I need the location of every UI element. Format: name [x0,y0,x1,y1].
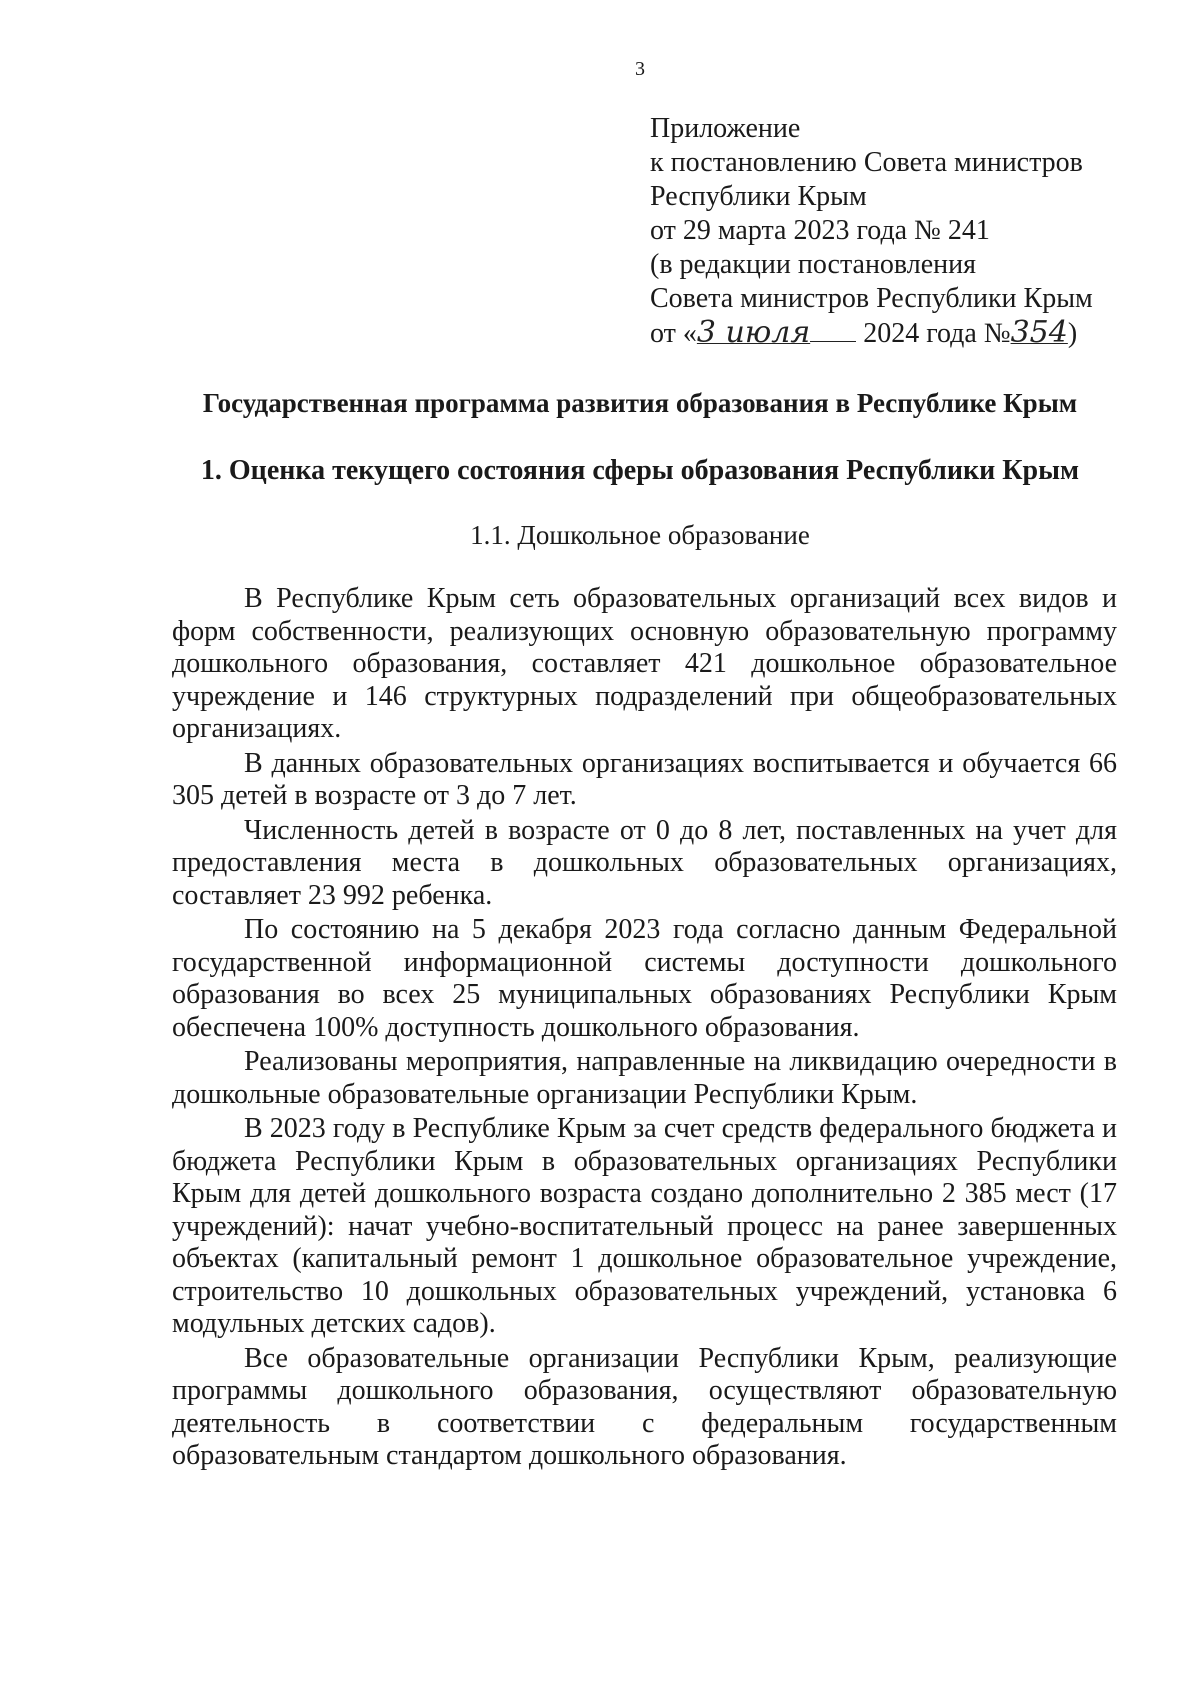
paragraph: Численность детей в возрасте от 0 до 8 лет, поставленных на учет для предоставления места в дошкольных образовательных организациях, составляет 23 992 ребенка. [172,814,1117,911]
subsection-title: 1.1. Дошкольное образование [470,520,810,550]
appendix-line: к постановлению Совета министров [650,147,1083,178]
appendix-block [650,112,1120,351]
appendix-line: (в редакции постановления [650,249,977,280]
paragraph: В данных образовательных организациях воспитывается и обучается 66 305 детей в возрасте от 3 до 7 лет. [172,747,1117,811]
appendix-line: Приложение [650,113,801,144]
sign-suffix: ) [1067,318,1078,349]
handwritten-number: 354 [1010,315,1068,350]
sign-year: 2024 года № [863,318,1011,349]
body-text [172,583,1117,1475]
paragraph: В Республике Крым сеть образовательных организаций всех видов и форм собственности, реализующих основную образовательную программу дошкольного образования, составляет 421 дошкольное образовательное учреждение и 146 структурных подразделений при общеобразовательных организациях. [172,583,1117,744]
document-title: Государственная программа развития образования в Республике Крым [202,388,1078,418]
appendix-line: Республики Крым [650,181,867,212]
handwritten-date: 3 июля [696,315,811,350]
appendix-line: Совета министров Республики Крым [650,283,1093,314]
paragraph: Реализованы мероприятия, направленные на ликвидацию очередности в дошкольные образовательные организации Республики Крым. [172,1046,1117,1110]
page-number: 3 [635,58,645,80]
date-blank-underline [810,341,856,342]
paragraph: Все образовательные организации Республики Крым, реализующие программы дошкольного образования, осуществляют образовательную деятельность в соответствии с федеральным государственным образовательным стандартом дошкольного образования. [172,1342,1117,1471]
paragraph: По состоянию на 5 декабря 2023 года согласно данным Федеральной государственной информационной системы доступности дошкольного образования во всех 25 муниципальных образованиях Республики Крым обеспечена 100% доступность дошкольного образования. [172,914,1117,1043]
paragraph: В 2023 году в Республике Крым за счет средств федерального бюджета и бюджета Республики Крым в образовательных организациях Республики Крым для детей дошкольного возраста создано дополнительно 2 385 мест (17 учреждений): начат учебно-воспитательный процесс на ранее завершенных объектах (капитальный ремонт 1 дошкольное образовательное учреждение, строительство 10 дошкольных образовательных учреждений, установка 6 модульных детских садов). [172,1113,1117,1339]
appendix-line: от 29 марта 2023 года № 241 [650,215,990,246]
section-title: 1. Оценка текущего состояния сферы образования Республики Крым [200,455,1080,486]
sign-prefix: от « [650,318,697,349]
signature-date-line [650,316,1120,351]
